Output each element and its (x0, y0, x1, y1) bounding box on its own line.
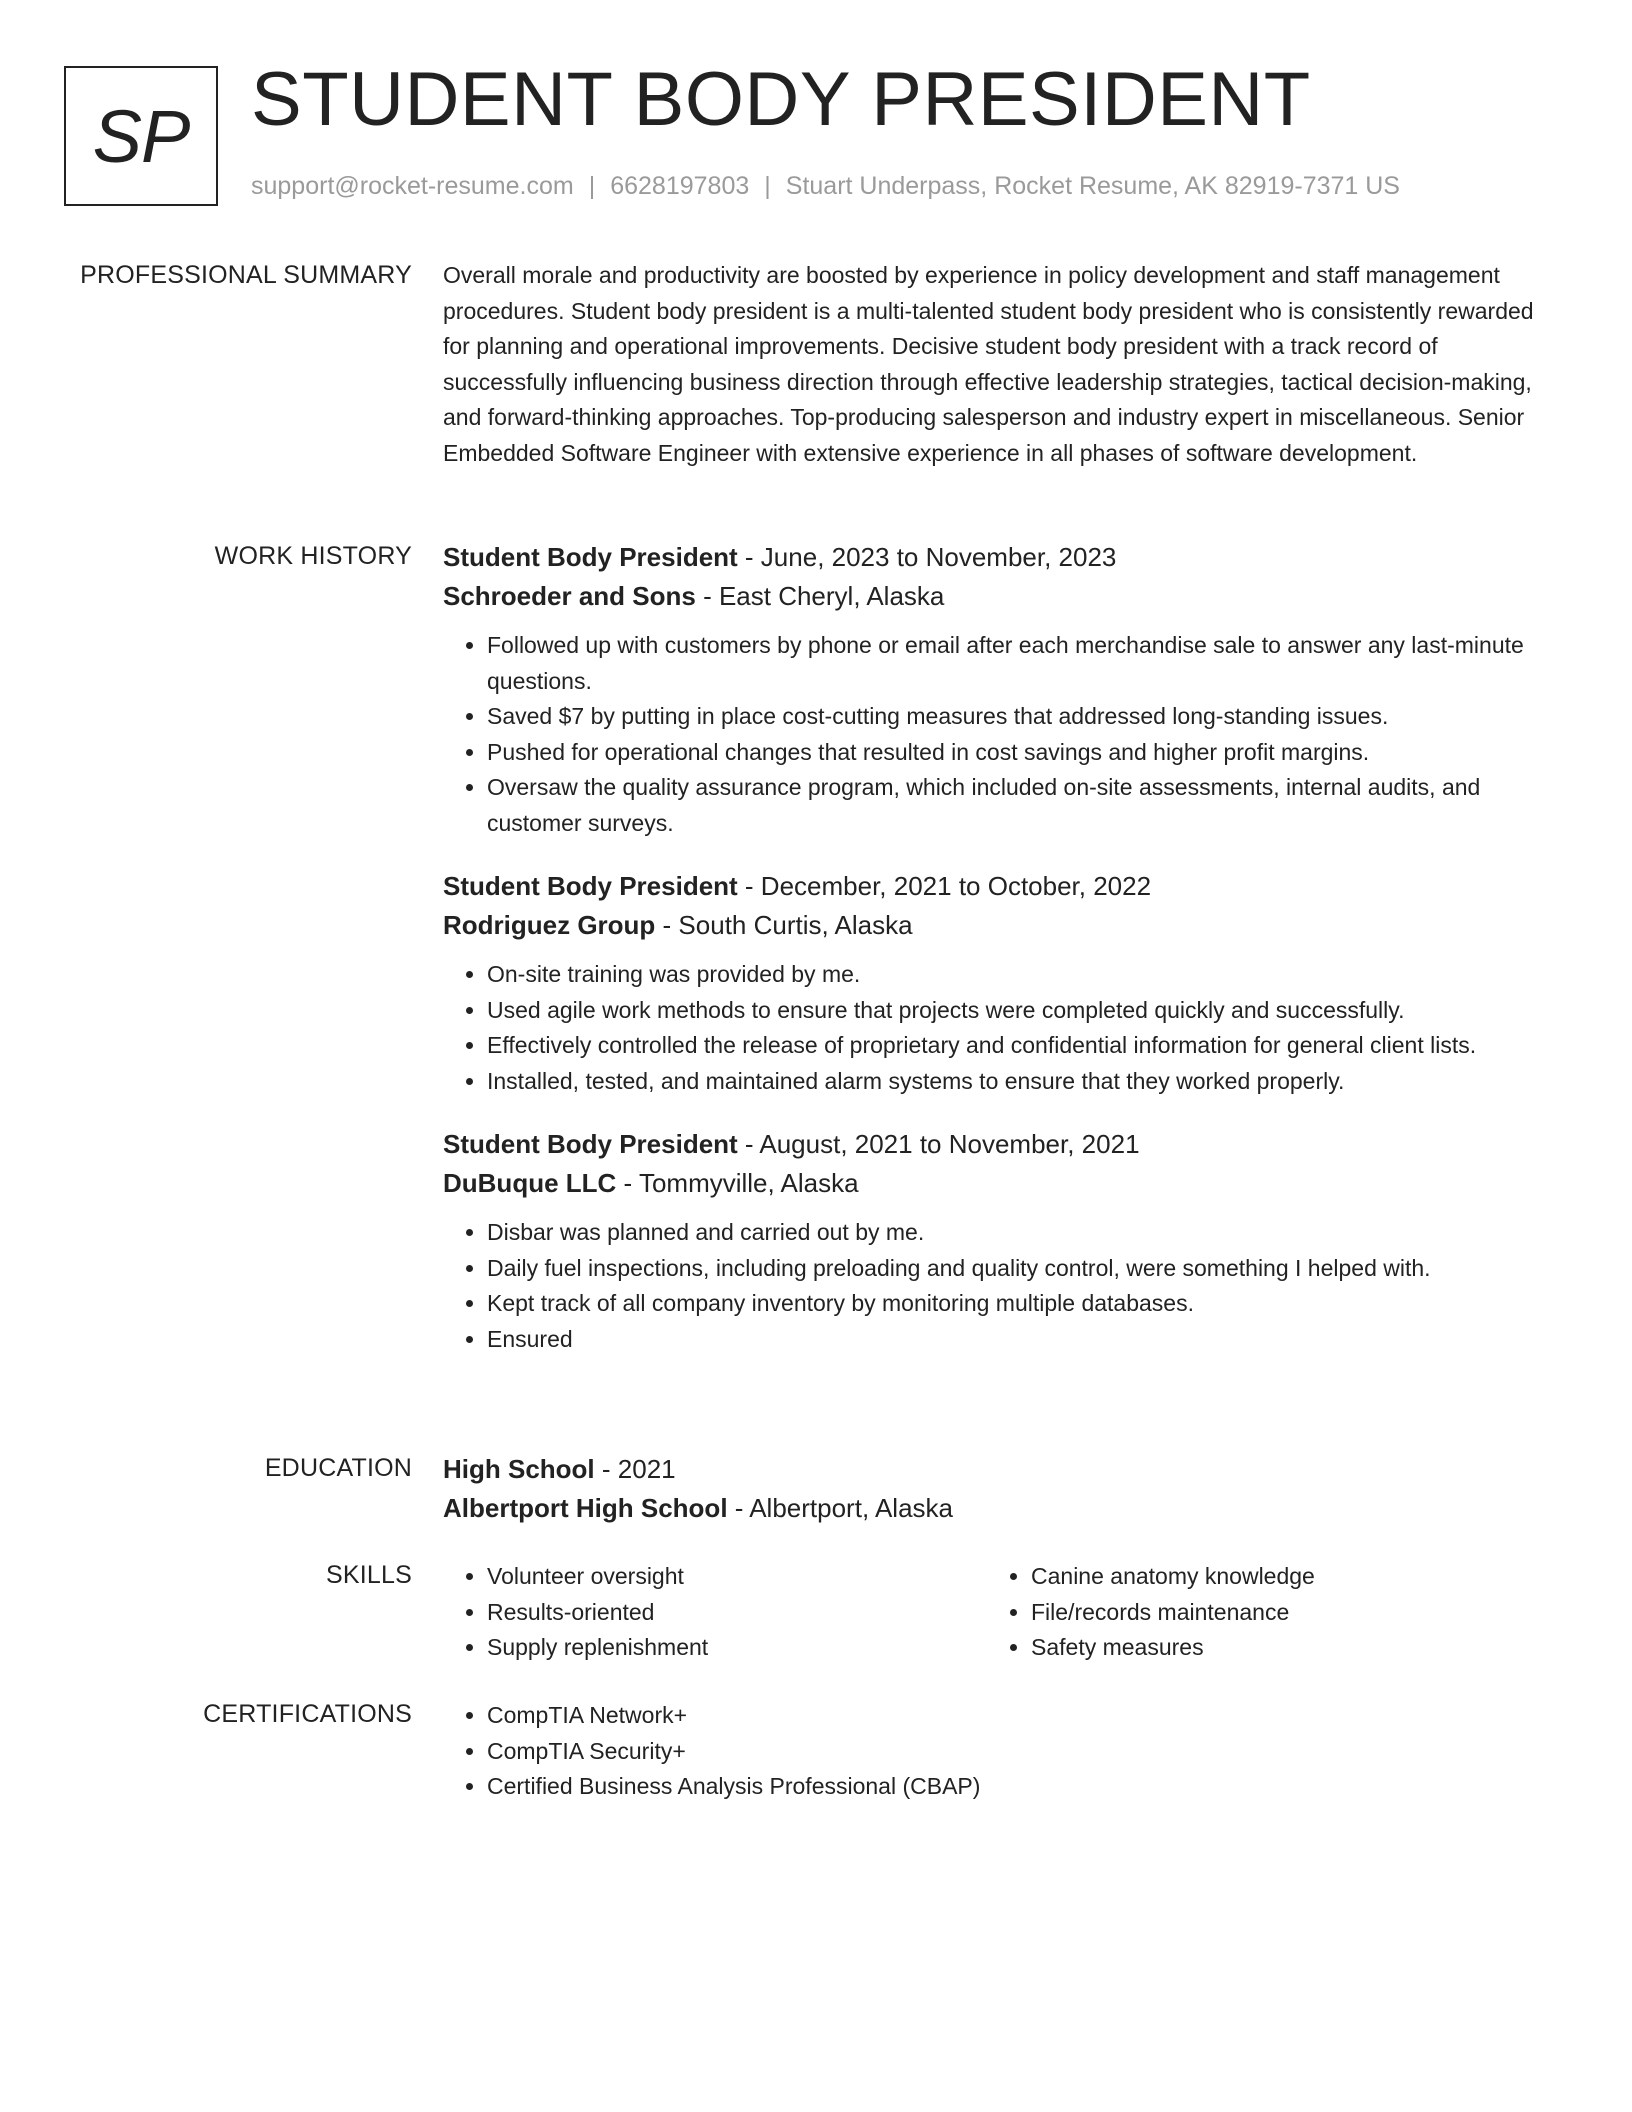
contact-separator: | (764, 172, 771, 200)
list-item: • Saved $7 by putting in place cost-cutting measures that addressed long-standing issues. (487, 699, 1553, 735)
job-title-line (443, 1125, 1553, 1164)
job-company-line (443, 577, 1553, 616)
page-title: STUDENT BODY PRESIDENT (251, 57, 1311, 142)
list-item: • Oversaw the quality assurance program, which included on-site assessments, internal audits, and customer surveys. (487, 770, 1553, 841)
education-degree-line (443, 1450, 1553, 1489)
education-school-line (443, 1489, 1553, 1528)
list-item: • On-site training was provided by me. (487, 957, 1553, 993)
contact-phone[interactable]: 6628197803 (610, 172, 750, 200)
job-company: Schroeder and Sons (443, 581, 696, 611)
contact-line (251, 172, 1400, 201)
education-location: - Albertport, Alaska (727, 1493, 953, 1523)
job-company-line (443, 1164, 1553, 1203)
job-title-line (443, 538, 1553, 577)
monogram-logo: SP (64, 66, 218, 206)
skills-grid (443, 1559, 1553, 1666)
education-degree: High School (443, 1454, 595, 1484)
list-item: • Effectively controlled the release of proprietary and confidential information for general client lists. (487, 1028, 1553, 1064)
education-body (443, 1450, 1553, 1528)
job-company: Rodriguez Group (443, 910, 656, 940)
job-title: Student Body President (443, 871, 738, 901)
job-dates: - August, 2021 to November, 2021 (737, 1129, 1140, 1159)
job-location: - East Cheryl, Alaska (695, 581, 945, 611)
section-label-certifications: CERTIFICATIONS (203, 1700, 412, 1728)
job-bullets (443, 628, 1553, 841)
education-year: - 2021 (594, 1454, 676, 1484)
list-item: • CompTIA Network+ (487, 1698, 1553, 1734)
skills-list-left (443, 1559, 987, 1666)
section-label-education: EDUCATION (264, 1454, 412, 1482)
list-item: • Installed, tested, and maintained alarm systems to ensure that they worked properly. (487, 1064, 1553, 1100)
list-item: • Results-oriented (487, 1595, 987, 1631)
job-dates: - June, 2023 to November, 2023 (737, 542, 1117, 572)
list-item: • Kept track of all company inventory by monitoring multiple databases. (487, 1286, 1553, 1322)
section-label-summary: PROFESSIONAL SUMMARY (80, 261, 412, 289)
contact-separator: | (588, 172, 596, 200)
list-item: • Volunteer oversight (487, 1559, 987, 1595)
list-item: • Daily fuel inspections, including preloading and quality control, were something I helped with. (487, 1251, 1553, 1287)
job-location: - Tommyville, Alaska (616, 1168, 859, 1198)
job-title-line (443, 867, 1553, 906)
skills-list-right (987, 1559, 1531, 1666)
list-item: • Supply replenishment (487, 1630, 987, 1666)
certifications-body (443, 1698, 1553, 1805)
summary-text: Overall morale and productivity are boosted by experience in policy development and staff management procedures. Student body president is a multi-talented student body president who is consistently rewarded for planning and operational improvements. Decisive student body president with a track record of successfully influencing business direction through effective leadership strategies, tactical decision-making, and forward-thinking approaches. Top-producing salesperson and industry expert in miscellaneous. Senior Embedded Software Engineer with extensive experience in all phases of software development. (443, 262, 1534, 466)
summary-body (443, 258, 1553, 471)
job-entry (443, 538, 1553, 841)
list-item: • Used agile work methods to ensure that projects were completed quickly and successfully. (487, 993, 1553, 1029)
section-label-work: WORK HISTORY (214, 542, 412, 570)
section-label-skills: SKILLS (326, 1561, 412, 1589)
skills-body (443, 1559, 1553, 1666)
job-dates: - December, 2021 to October, 2022 (737, 871, 1152, 901)
list-item: • File/records maintenance (1031, 1595, 1531, 1631)
list-item: • Followed up with customers by phone or email after each merchandise sale to answer any last-minute questions. (487, 628, 1553, 699)
certifications-list (443, 1698, 1553, 1805)
job-entry (443, 1125, 1553, 1357)
contact-address: Stuart Underpass, Rocket Resume, AK 82919-7371 US (785, 172, 1400, 200)
job-bullets (443, 957, 1553, 1099)
contact-email[interactable]: support@rocket-resume.com (251, 172, 574, 200)
list-item: • Certified Business Analysis Professional (CBAP) (487, 1769, 1553, 1805)
list-item: • Disbar was planned and carried out by me. (487, 1215, 1553, 1251)
education-school: Albertport High School (443, 1493, 728, 1523)
list-item: • CompTIA Security+ (487, 1734, 1553, 1770)
job-entry (443, 867, 1553, 1099)
list-item: • Ensured (487, 1322, 1553, 1358)
job-company: DuBuque LLC (443, 1168, 617, 1198)
job-location: - South Curtis, Alaska (655, 910, 913, 940)
list-item: • Canine anatomy knowledge (1031, 1559, 1531, 1595)
list-item: • Safety measures (1031, 1630, 1531, 1666)
job-company-line (443, 906, 1553, 945)
job-bullets (443, 1215, 1553, 1357)
list-item: • Pushed for operational changes that resulted in cost savings and higher profit margins. (487, 735, 1553, 771)
work-history-body (443, 538, 1553, 1383)
job-title: Student Body President (443, 1129, 738, 1159)
job-title: Student Body President (443, 542, 738, 572)
